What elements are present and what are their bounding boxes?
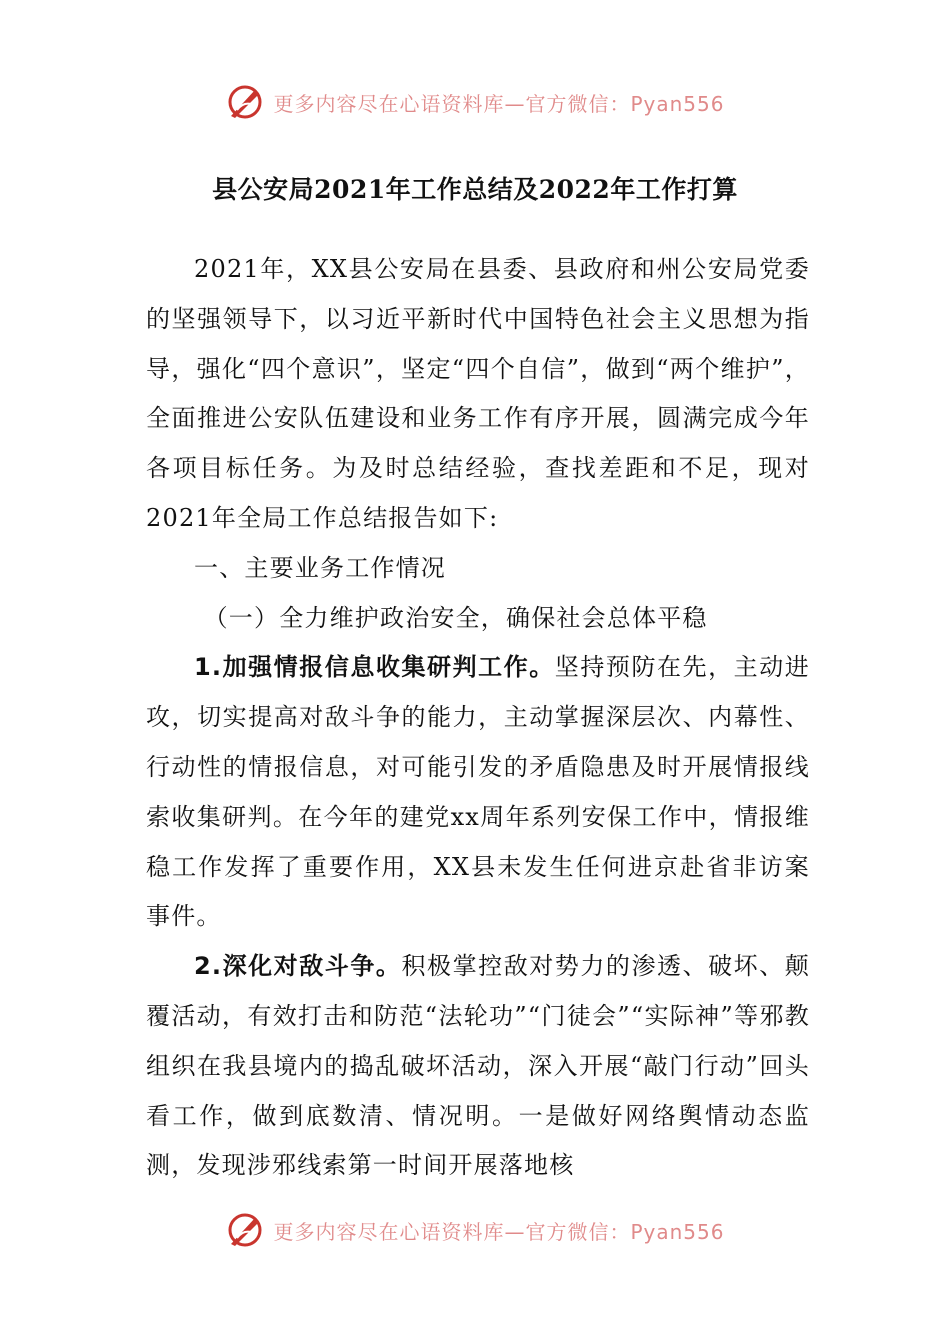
watermark-banner-top <box>0 80 950 124</box>
watermark-banner-bottom <box>0 1208 950 1252</box>
intro-paragraph: 2021年，XX县公安局在县委、县政府和州公安局党委的坚强领导下，以习近平新时代中国特色社会主义思想为指导，强化“四个意识”，坚定“四个自信”，做到“两个维护”，全面推进公安队伍建设和业务工作有序开展，圆满完成今年各项目标任务。为及时总结经验，查找差距和不足，现对2021年全局工作总结报告如下: <box>146 255 810 532</box>
item-1-paragraph <box>146 643 810 942</box>
section-heading: 一、主要业务工作情况 <box>194 553 446 582</box>
pen-logo-icon <box>225 1210 265 1250</box>
pen-logo-icon <box>225 82 265 122</box>
subsection-heading: （一）全力维护政治安全，确保社会总体平稳 <box>203 603 708 632</box>
item-2-body: 积极掌控敌对势力的渗透、破坏、颠覆活动，有效打击和防范“法轮功”“门徒会”“实际神”等邪教组织在我县境内的捣乱破坏活动，深入开展“敲门行动”回头看工作，做到底数清、情况明。一是做好网络舆情动态监测，发现涉邪线索第一时间开展落地核 <box>146 952 810 1180</box>
item-1-lead: 1.加强情报信息收集研判工作。 <box>194 653 555 682</box>
watermark-text: 更多内容尽在心语资料库—官方微信：Pyan556 <box>273 1219 725 1244</box>
watermark-text: 更多内容尽在心语资料库—官方微信：Pyan556 <box>273 91 725 116</box>
document-title: 县公安局2021年工作总结及2022年工作打算 <box>212 175 738 204</box>
document-body <box>146 245 810 1191</box>
item-2-lead: 2.深化对敌斗争。 <box>194 952 402 981</box>
item-1-body: 坚持预防在先，主动进攻，切实提高对敌斗争的能力，主动掌握深层次、内幕性、行动性的情报信息，对可能引发的矛盾隐患及时开展情报线索收集研判。在今年的建党xx周年系列安保工作中，情报维稳工作发挥了重要作用，XX县未发生任何进京赴省非访案事件。 <box>146 653 810 931</box>
item-2-paragraph <box>146 942 810 1191</box>
